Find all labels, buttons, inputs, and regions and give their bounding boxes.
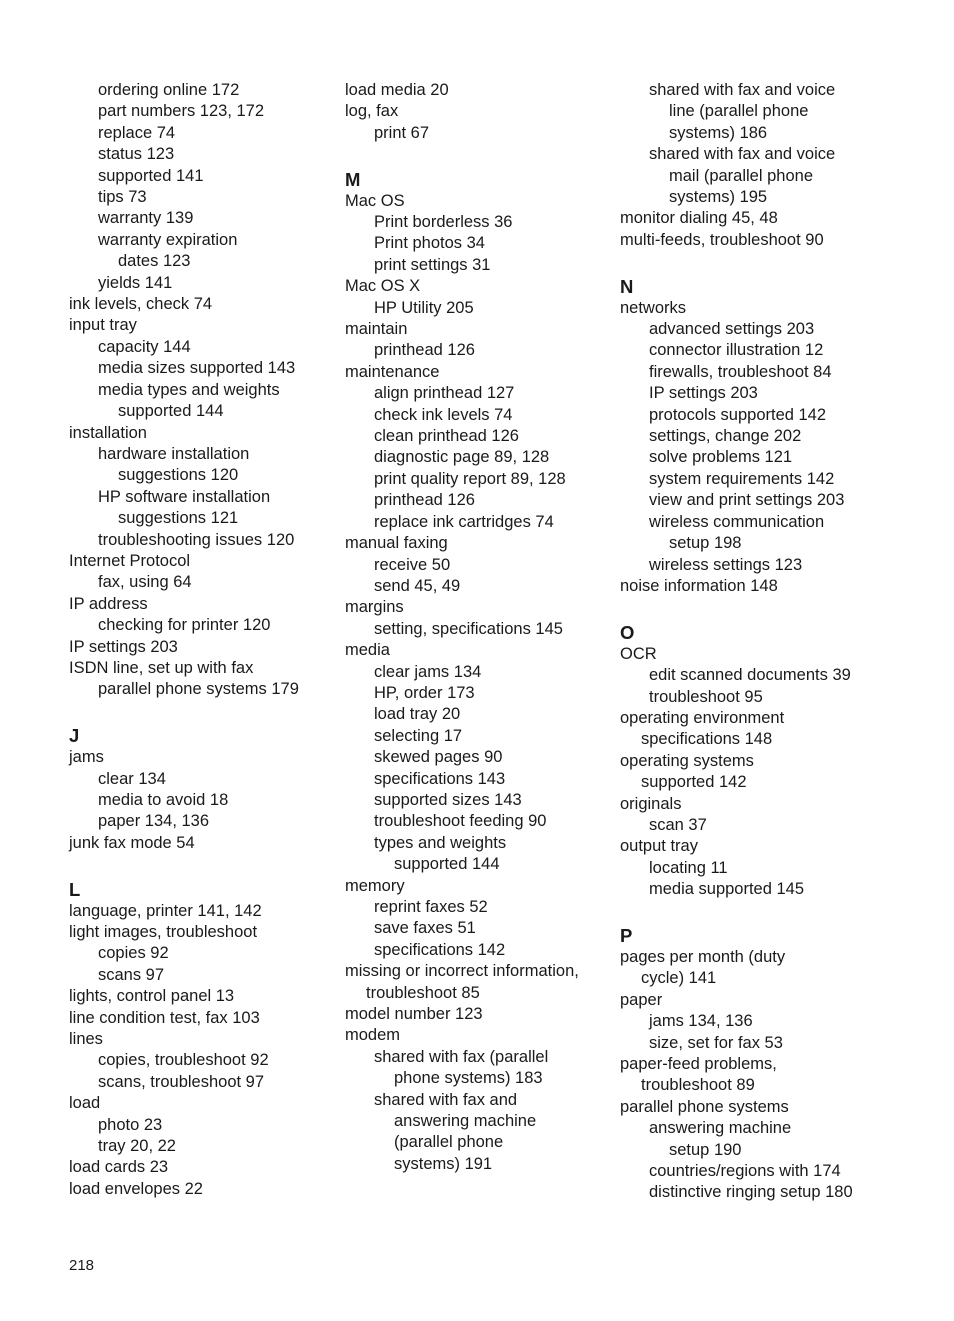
- index-subentry: tips 73: [98, 188, 147, 207]
- index-subentry: line (parallel phone: [669, 102, 809, 121]
- section-spacer: [69, 854, 334, 875]
- index-entry: IP settings 203: [69, 637, 178, 656]
- index-entry: originals: [620, 794, 682, 813]
- index-subentry: setup 190: [669, 1140, 742, 1159]
- index-entry: monitor dialing 45, 48: [620, 209, 778, 228]
- page-number: 218: [69, 1257, 95, 1274]
- index-subentry: locating 11: [649, 858, 728, 877]
- index-subentry: paper 134, 136: [98, 812, 210, 831]
- index-entry: noise information 148: [620, 576, 778, 595]
- section-spacer: [620, 597, 900, 618]
- index-subentry: part numbers 123, 172: [98, 102, 265, 121]
- index-entry: memory: [345, 876, 405, 895]
- index-column-2: [345, 80, 610, 1175]
- index-entry: maintain: [345, 320, 408, 339]
- index-subentry: types and weights: [374, 833, 507, 852]
- index-subentry: wireless settings 123: [649, 555, 803, 574]
- index-entry: Mac OS X: [345, 277, 421, 296]
- index-subentry: HP software installation: [98, 487, 271, 506]
- index-entry: troubleshoot 89: [641, 1076, 755, 1095]
- index-subentry: systems) 195: [669, 188, 768, 207]
- index-subentry: IP settings 203: [649, 384, 758, 403]
- index-subentry: copies 92: [98, 944, 169, 963]
- index-subentry: HP, order 173: [374, 683, 475, 702]
- index-entry: supported 142: [641, 773, 747, 792]
- index-subentry: view and print settings 203: [649, 491, 845, 510]
- index-subentry: systems) 186: [669, 123, 768, 142]
- index-subentry: settings, change 202: [649, 427, 802, 446]
- index-letter-heading: P: [620, 924, 633, 946]
- index-entry: operating environment: [620, 708, 785, 727]
- index-column-1: [69, 80, 334, 1200]
- index-subentry: clear 134: [98, 769, 166, 788]
- index-column-3: [620, 80, 900, 1204]
- index-subentry: size, set for fax 53: [649, 1033, 783, 1052]
- index-subentry: answering machine: [394, 1112, 537, 1131]
- index-subentry: dates 123: [118, 252, 191, 271]
- index-subentry: connector illustration 12: [649, 341, 824, 360]
- index-subentry: yields 141: [98, 273, 173, 292]
- index-subentry: systems) 191: [394, 1154, 493, 1173]
- section-spacer: [620, 901, 900, 922]
- index-subentry: shared with fax and voice: [649, 81, 836, 99]
- index-entry: manual faxing: [345, 534, 448, 553]
- section-spacer: [69, 701, 334, 722]
- index-entry: jams: [69, 748, 104, 767]
- index-subentry: firewalls, troubleshoot 84: [649, 362, 832, 381]
- index-subentry: print settings 31: [374, 255, 491, 274]
- index-entry: troubleshoot 85: [366, 983, 480, 1002]
- index-entry: cycle) 141: [641, 969, 717, 988]
- index-entry: paper: [620, 990, 663, 1009]
- index-subentry: suggestions 120: [118, 466, 239, 485]
- index-subentry: distinctive ringing setup 180: [649, 1183, 853, 1202]
- index-subentry: specifications 143: [374, 769, 506, 788]
- index-entry: networks: [620, 298, 687, 317]
- index-subentry: status 123: [98, 145, 175, 164]
- index-subentry: setting, specifications 145: [374, 619, 563, 638]
- index-entry: ink levels, check 74: [69, 295, 213, 314]
- index-entry: log, fax: [345, 102, 399, 121]
- index-subentry: load tray 20: [374, 705, 461, 724]
- index-entry: paper-feed problems,: [620, 1055, 777, 1074]
- index-subentry: protocols supported 142: [649, 405, 827, 424]
- index-subentry: troubleshoot 95: [649, 687, 763, 706]
- index-entry: junk fax mode 54: [69, 833, 195, 852]
- index-subentry: fax, using 64: [98, 573, 192, 592]
- index-subentry: specifications 142: [374, 940, 506, 959]
- index-subentry: suggestions 121: [118, 509, 239, 528]
- index-subentry: receive 50: [374, 555, 451, 574]
- index-subentry: parallel phone systems 179: [98, 680, 299, 699]
- index-entry: margins: [345, 598, 404, 617]
- index-entry: operating systems: [620, 751, 754, 770]
- index-entry: load envelopes 22: [69, 1179, 203, 1198]
- index-subentry: capacity 144: [98, 337, 191, 356]
- index-entry: maintenance: [345, 362, 440, 381]
- index-subentry: save faxes 51: [374, 919, 476, 938]
- index-entry: light images, troubleshoot: [69, 923, 258, 941]
- index-subentry: warranty 139: [98, 209, 194, 228]
- index-entry: OCR: [620, 644, 657, 663]
- index-subentry: clean printhead 126: [374, 427, 519, 446]
- index-entry: media: [345, 641, 390, 660]
- index-subentry: Print borderless 36: [374, 213, 513, 232]
- index-entry: load cards 23: [69, 1158, 169, 1177]
- index-subentry: printhead 126: [374, 341, 475, 360]
- index-letter-heading: O: [620, 621, 635, 643]
- index-subentry: solve problems 121: [649, 448, 793, 467]
- index-entry: pages per month (duty: [620, 947, 786, 966]
- index-subentry: media supported 145: [649, 880, 805, 899]
- index-subentry: checking for printer 120: [98, 616, 271, 635]
- index-entry: multi-feeds, troubleshoot 90: [620, 230, 824, 249]
- index-subentry: media sizes supported 143: [98, 359, 296, 378]
- index-subentry: check ink levels 74: [374, 405, 513, 424]
- index-letter-heading: M: [345, 168, 361, 190]
- index-letter-heading: N: [620, 275, 634, 297]
- index-subentry: skewed pages 90: [374, 748, 503, 767]
- index-subentry: replace 74: [98, 123, 176, 142]
- index-entry: load media 20: [345, 81, 449, 99]
- index-entry: output tray: [620, 837, 698, 856]
- index-subentry: Print photos 34: [374, 234, 485, 253]
- index-entry: installation: [69, 423, 147, 442]
- index-entry: lines: [69, 1030, 103, 1049]
- index-subentry: scans 97: [98, 965, 165, 984]
- index-subentry: wireless communication: [649, 512, 825, 531]
- index-subentry: countries/regions with 174: [649, 1162, 841, 1181]
- index-entry: specifications 148: [641, 730, 773, 749]
- index-subentry: troubleshoot feeding 90: [374, 812, 547, 831]
- section-spacer: [620, 251, 900, 272]
- index-letter-heading: J: [69, 725, 80, 747]
- index-entry: IP address: [69, 594, 148, 613]
- index-entry: missing or incorrect information,: [345, 962, 579, 981]
- index-subentry: answering machine: [649, 1119, 792, 1138]
- index-entry: modem: [345, 1026, 401, 1045]
- index-subentry: (parallel phone: [394, 1133, 504, 1152]
- index-subentry: shared with fax (parallel: [374, 1047, 549, 1066]
- index-entry: load: [69, 1094, 101, 1113]
- index-subentry: printhead 126: [374, 491, 475, 510]
- index-subentry: shared with fax and voice: [649, 145, 836, 164]
- index-subentry: warranty expiration: [98, 230, 238, 249]
- index-subentry: phone systems) 183: [394, 1069, 543, 1088]
- index-letter-heading: L: [69, 878, 81, 900]
- section-spacer: [345, 144, 610, 165]
- index-subentry: jams 134, 136: [649, 1012, 753, 1031]
- index-subentry: media to avoid 18: [98, 790, 229, 809]
- index-subentry: print 67: [374, 123, 430, 142]
- index-entry: language, printer 141, 142: [69, 901, 262, 920]
- index-subentry: mail (parallel phone: [669, 166, 813, 185]
- index-subentry: supported 141: [98, 166, 204, 185]
- index-subentry: photo 23: [98, 1115, 163, 1134]
- index-subentry: supported 144: [394, 855, 500, 874]
- index-subentry: HP Utility 205: [374, 298, 474, 317]
- index-subentry: ordering online 172: [98, 81, 240, 99]
- index-entry: input tray: [69, 316, 137, 335]
- index-subentry: setup 198: [669, 534, 742, 553]
- index-entry: Internet Protocol: [69, 551, 191, 570]
- index-subentry: diagnostic page 89, 128: [374, 448, 550, 467]
- index-subentry: hardware installation: [98, 444, 250, 463]
- index-subentry: system requirements 142: [649, 469, 835, 488]
- index-entry: ISDN line, set up with fax: [69, 658, 254, 677]
- index-subentry: print quality report 89, 128: [374, 469, 566, 488]
- index-subentry: edit scanned documents 39: [649, 666, 851, 685]
- index-subentry: send 45, 49: [374, 576, 461, 595]
- index-subentry: scans, troubleshoot 97: [98, 1072, 265, 1091]
- index-subentry: copies, troubleshoot 92: [98, 1051, 269, 1070]
- index-subentry: supported 144: [118, 402, 224, 421]
- index-entry: Mac OS: [345, 191, 405, 210]
- index-entry: line condition test, fax 103: [69, 1008, 260, 1027]
- index-subentry: media types and weights: [98, 380, 280, 399]
- index-subentry: supported sizes 143: [374, 790, 522, 809]
- index-subentry: tray 20, 22: [98, 1137, 176, 1156]
- index-subentry: scan 37: [649, 815, 707, 834]
- index-subentry: align printhead 127: [374, 384, 515, 403]
- index-subentry: selecting 17: [374, 726, 463, 745]
- index-entry: lights, control panel 13: [69, 987, 235, 1006]
- index-entry: model number 123: [345, 1005, 483, 1024]
- index-subentry: advanced settings 203: [649, 320, 815, 339]
- index-subentry: reprint faxes 52: [374, 898, 488, 917]
- index-subentry: shared with fax and: [374, 1090, 518, 1109]
- index-entry: parallel phone systems: [620, 1097, 789, 1116]
- index-subentry: clear jams 134: [374, 662, 482, 681]
- index-subentry: replace ink cartridges 74: [374, 512, 554, 531]
- index-subentry: troubleshooting issues 120: [98, 530, 295, 549]
